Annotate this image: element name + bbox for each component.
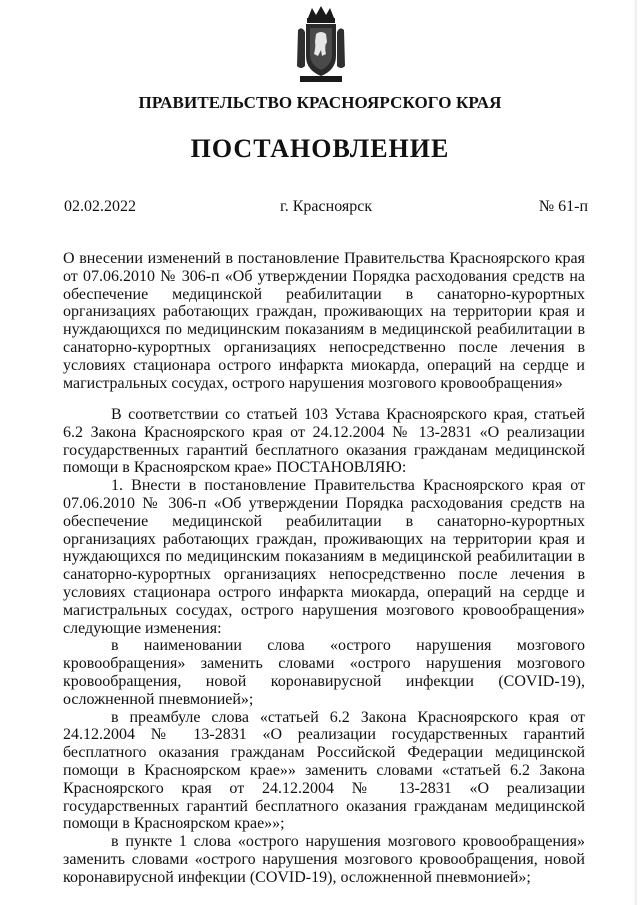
document-body (63, 406, 585, 887)
coat-of-arms-icon (294, 4, 348, 86)
document-type-title: ПОСТАНОВЛЕНИЕ (190, 134, 450, 163)
document-date: 02.02.2022 (64, 198, 136, 215)
clause-1-paragraph: 1. Внести в постановление Правительства Красноярского края от 07.06.2010 № 306-п «Об утверждении Порядка расходования средств на обеспечение медицинской реабилитации в санаторно-курортных организациях работающих граждан, проживающих на территории края и нуждающихся по медицинским показаниям в медицинской реабилитации в санаторно-курортных организациях непосредственно после лечения в условиях стационара острого инфаркта миокарда, операций на сердце и магистральных сосудах, острого нарушения мозгового кровообращения» следующие изменения: (63, 477, 585, 637)
document-city: г. Красноярск (280, 198, 373, 215)
preamble-paragraph: В соответствии со статьей 103 Устава Красноярского края, статьей 6.2 Закона Красноярского края от 24.12.2004 № 13-2831 «О реализации государственных гарантий бесплатного оказания гражданам медицинской помощи в Красноярском крае» ПОСТАНОВЛЯЮ: (63, 406, 585, 477)
amendment-point-1-paragraph: в пункте 1 слова «острого нарушения мозгового кровообращения» заменить словами «острого нарушения мозгового кровообращения, новой коронавирусной инфекции (COVID-19), осложненной пневмонией»; (63, 833, 585, 886)
subject-paragraph: О внесении изменений в постановление Правительства Красноярского края от 07.06.2010 № 306-п «Об утверждении Порядка расходования средств на обеспечение медицинской реабилитации в санаторно-курортных организациях работающих граждан, проживающих на территории края и нуждающихся по медицинским показаниям в медицинской реабилитации в санаторно-курортных организациях непосредственно после лечения в условиях стационара острого инфаркта миокарда, операций на сердце и магистральных сосудах, острого нарушения мозгового кровообращения» (63, 250, 585, 392)
amendment-title-paragraph: в наименовании слова «острого нарушения мозгового кровообращения» заменить словами «острого нарушения мозгового кровообращения, новой коронавирусной инфекции (COVID-19), осложненной пневмонией»; (63, 637, 585, 708)
document-subject (63, 250, 585, 392)
amendment-preamble-paragraph: в преамбуле слова «статьей 6.2 Закона Красноярского края от 24.12.2004 № 13-2831 «О реализации государственных гарантий бесплатного оказания гражданам Российской Федерации медицинской помощи в Красноярском крае»» заменить словами «статьей 6.2 Закона Красноярского края от 24.12.2004 № 13-2831 «О реализации государственных гарантий бесплатного оказания гражданам медицинской помощи в Красноярском крае»»; (63, 708, 585, 833)
document-number: № 61-п (538, 198, 588, 215)
scan-edge-shadow (633, 0, 637, 905)
organization-name: ПРАВИТЕЛЬСТВО КРАСНОЯРСКОГО КРАЯ (138, 93, 502, 112)
